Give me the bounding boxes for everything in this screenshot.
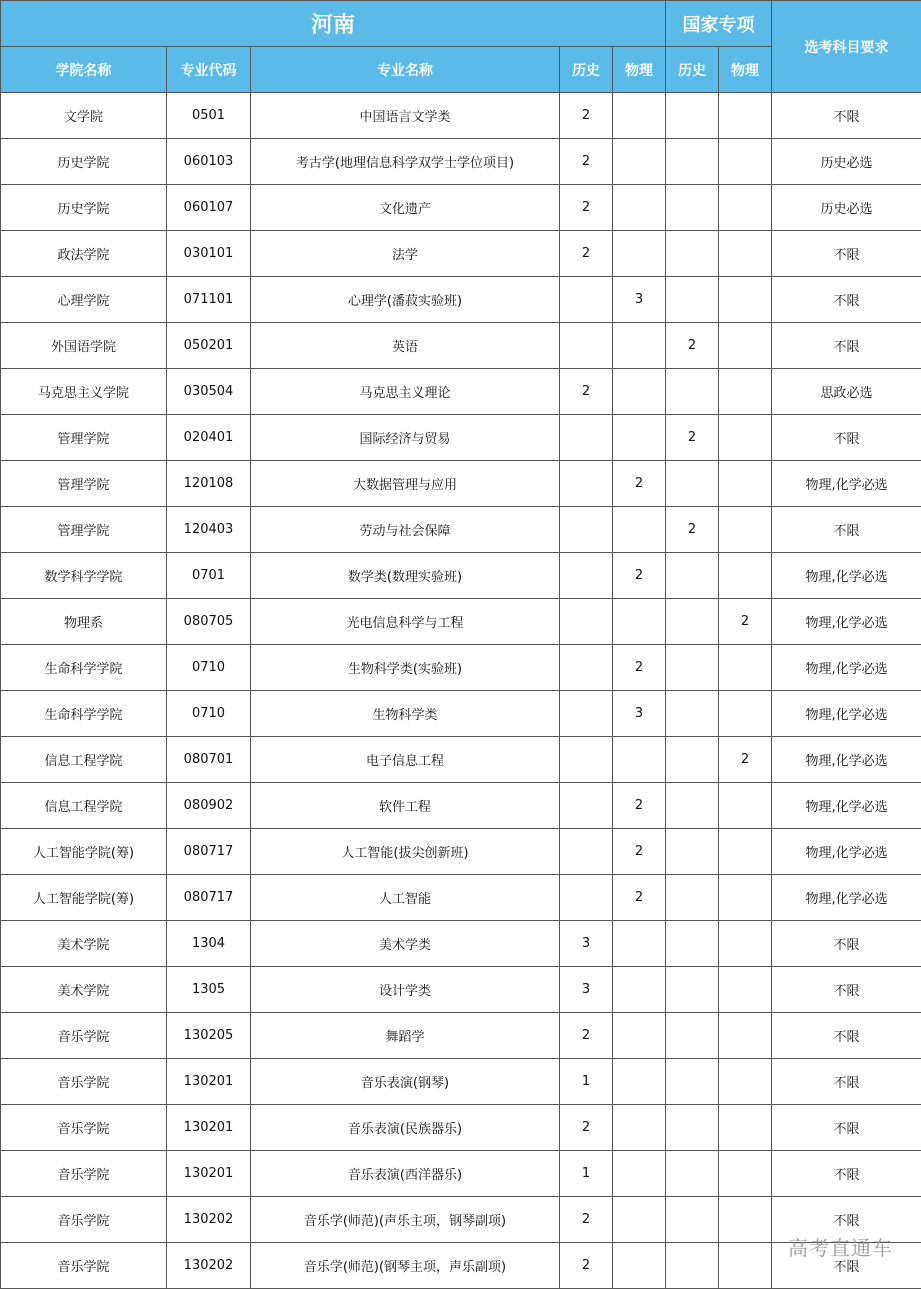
major-cell: 音乐学(师范)(声乐主项，钢琴副项)	[251, 1197, 560, 1243]
special-history-count-cell	[666, 277, 719, 323]
history-count-cell: 2	[560, 139, 613, 185]
physics-count-cell: 2	[613, 461, 666, 507]
code-cell: 080902	[167, 783, 251, 829]
major-cell: 设计学类	[251, 967, 560, 1013]
special-history-count-cell	[666, 645, 719, 691]
history-count-cell	[560, 737, 613, 783]
physics-count-cell	[613, 599, 666, 645]
special-physics-count-cell	[719, 691, 772, 737]
physics-count-cell	[613, 1151, 666, 1197]
code-cell: 1304	[167, 921, 251, 967]
physics-count-cell	[613, 231, 666, 277]
history-count-cell	[560, 599, 613, 645]
physics-count-cell	[613, 737, 666, 783]
code-cell: 0710	[167, 645, 251, 691]
college-cell: 美术学院	[1, 967, 167, 1013]
special-physics-count-cell	[719, 185, 772, 231]
major-cell: 软件工程	[251, 783, 560, 829]
history-count-cell	[560, 645, 613, 691]
special-physics-count-cell	[719, 1151, 772, 1197]
requirement-cell: 不限	[772, 231, 921, 277]
major-cell: 马克思主义理论	[251, 369, 560, 415]
code-cell: 020401	[167, 415, 251, 461]
special-physics-count-cell	[719, 231, 772, 277]
requirement-cell: 不限	[772, 1013, 921, 1059]
history-column-header: 历史	[560, 47, 613, 93]
requirement-cell: 不限	[772, 1243, 921, 1289]
special-physics-count-cell	[719, 461, 772, 507]
table-row	[1, 553, 921, 599]
special-physics-count-cell	[719, 507, 772, 553]
requirement-cell: 物理,化学必选	[772, 783, 921, 829]
physics-count-cell: 2	[613, 783, 666, 829]
special-history-count-cell	[666, 1243, 719, 1289]
special-history-count-cell	[666, 461, 719, 507]
special-physics-count-cell	[719, 1243, 772, 1289]
major-cell: 法学	[251, 231, 560, 277]
special-physics-count-cell	[719, 967, 772, 1013]
special-history-count-cell	[666, 599, 719, 645]
requirement-cell: 物理,化学必选	[772, 599, 921, 645]
special-history-count-cell	[666, 139, 719, 185]
college-cell: 管理学院	[1, 415, 167, 461]
code-cell: 0501	[167, 93, 251, 139]
college-cell: 心理学院	[1, 277, 167, 323]
special-physics-count-cell	[719, 277, 772, 323]
physics-count-cell	[613, 967, 666, 1013]
major-cell: 音乐学(师范)(钢琴主项，声乐副项)	[251, 1243, 560, 1289]
special-physics-count-cell	[719, 875, 772, 921]
history-count-cell: 2	[560, 369, 613, 415]
major-cell: 人工智能	[251, 875, 560, 921]
code-cell: 030101	[167, 231, 251, 277]
requirement-cell: 思政必选	[772, 369, 921, 415]
history-count-cell	[560, 829, 613, 875]
code-cell: 060103	[167, 139, 251, 185]
special-physics-count-cell: 2	[719, 737, 772, 783]
code-cell: 071101	[167, 277, 251, 323]
code-cell: 130202	[167, 1243, 251, 1289]
code-cell: 080717	[167, 829, 251, 875]
physics-count-cell	[613, 139, 666, 185]
special-history-column-header: 历史	[666, 47, 719, 93]
college-cell: 政法学院	[1, 231, 167, 277]
major-cell: 大数据管理与应用	[251, 461, 560, 507]
special-physics-count-cell	[719, 323, 772, 369]
code-cell: 120403	[167, 507, 251, 553]
special-history-count-cell	[666, 369, 719, 415]
requirement-cell: 历史必选	[772, 185, 921, 231]
history-count-cell: 2	[560, 93, 613, 139]
special-physics-count-cell	[719, 1197, 772, 1243]
special-history-count-cell	[666, 691, 719, 737]
table-row	[1, 323, 921, 369]
history-count-cell: 1	[560, 1059, 613, 1105]
physics-count-cell	[613, 369, 666, 415]
special-history-count-cell	[666, 1013, 719, 1059]
physics-count-cell	[613, 1197, 666, 1243]
requirement-cell: 不限	[772, 1197, 921, 1243]
special-history-count-cell: 2	[666, 507, 719, 553]
major-cell: 劳动与社会保障	[251, 507, 560, 553]
physics-count-cell: 2	[613, 553, 666, 599]
table-row	[1, 277, 921, 323]
college-column-header: 学院名称	[1, 47, 167, 93]
table-row	[1, 231, 921, 277]
code-cell: 050201	[167, 323, 251, 369]
table-row	[1, 783, 921, 829]
history-count-cell: 2	[560, 231, 613, 277]
history-count-cell	[560, 277, 613, 323]
special-physics-count-cell	[719, 93, 772, 139]
code-cell: 0701	[167, 553, 251, 599]
history-count-cell	[560, 461, 613, 507]
college-cell: 外国语学院	[1, 323, 167, 369]
major-cell: 音乐表演(民族器乐)	[251, 1105, 560, 1151]
table-body	[1, 93, 921, 1289]
college-cell: 文学院	[1, 93, 167, 139]
college-cell: 人工智能学院(筹)	[1, 829, 167, 875]
special-history-count-cell	[666, 553, 719, 599]
physics-count-cell	[613, 1243, 666, 1289]
code-cell: 130205	[167, 1013, 251, 1059]
special-history-count-cell	[666, 1151, 719, 1197]
physics-count-cell	[613, 921, 666, 967]
major-cell: 音乐表演(钢琴)	[251, 1059, 560, 1105]
code-cell: 130201	[167, 1151, 251, 1197]
college-cell: 管理学院	[1, 461, 167, 507]
requirement-cell: 不限	[772, 921, 921, 967]
physics-count-cell	[613, 415, 666, 461]
table-row	[1, 1013, 921, 1059]
major-cell: 音乐表演(西洋器乐)	[251, 1151, 560, 1197]
special-physics-count-cell	[719, 1013, 772, 1059]
table-row	[1, 1243, 921, 1289]
physics-count-cell	[613, 93, 666, 139]
code-cell: 080705	[167, 599, 251, 645]
requirement-cell: 不限	[772, 323, 921, 369]
special-history-count-cell	[666, 737, 719, 783]
code-cell: 120108	[167, 461, 251, 507]
physics-count-cell	[613, 323, 666, 369]
physics-count-cell	[613, 1013, 666, 1059]
major-cell: 考古学(地理信息科学双学士学位项目)	[251, 139, 560, 185]
history-count-cell: 1	[560, 1151, 613, 1197]
history-count-cell	[560, 875, 613, 921]
special-physics-count-cell	[719, 139, 772, 185]
special-history-count-cell	[666, 829, 719, 875]
requirement-cell: 不限	[772, 507, 921, 553]
college-cell: 音乐学院	[1, 1243, 167, 1289]
major-cell: 生物科学类(实验班)	[251, 645, 560, 691]
special-history-count-cell	[666, 921, 719, 967]
code-column-header: 专业代码	[167, 47, 251, 93]
college-cell: 音乐学院	[1, 1151, 167, 1197]
college-cell: 人工智能学院(筹)	[1, 875, 167, 921]
college-cell: 音乐学院	[1, 1197, 167, 1243]
physics-count-cell	[613, 185, 666, 231]
special-history-count-cell	[666, 967, 719, 1013]
college-cell: 生命科学学院	[1, 645, 167, 691]
major-cell: 光电信息科学与工程	[251, 599, 560, 645]
code-cell: 080717	[167, 875, 251, 921]
special-history-count-cell: 2	[666, 323, 719, 369]
table-row	[1, 1059, 921, 1105]
table-row	[1, 737, 921, 783]
physics-count-cell: 2	[613, 875, 666, 921]
college-cell: 历史学院	[1, 139, 167, 185]
table-row	[1, 507, 921, 553]
requirement-cell: 不限	[772, 967, 921, 1013]
special-physics-count-cell	[719, 645, 772, 691]
history-count-cell	[560, 415, 613, 461]
major-cell: 人工智能(拔尖创新班)	[251, 829, 560, 875]
table-row	[1, 599, 921, 645]
history-count-cell	[560, 553, 613, 599]
code-cell: 0710	[167, 691, 251, 737]
table-row	[1, 691, 921, 737]
special-history-count-cell	[666, 231, 719, 277]
table-row	[1, 1105, 921, 1151]
requirement-cell: 不限	[772, 1059, 921, 1105]
major-cell: 生物科学类	[251, 691, 560, 737]
special-physics-column-header: 物理	[719, 47, 772, 93]
requirement-cell: 不限	[772, 1151, 921, 1197]
requirement-cell: 物理,化学必选	[772, 553, 921, 599]
history-count-cell: 2	[560, 1105, 613, 1151]
special-history-count-cell	[666, 1059, 719, 1105]
college-cell: 数学科学学院	[1, 553, 167, 599]
physics-count-cell	[613, 1105, 666, 1151]
special-history-count-cell	[666, 1197, 719, 1243]
major-cell: 中国语言文学类	[251, 93, 560, 139]
requirement-cell: 物理,化学必选	[772, 645, 921, 691]
history-count-cell: 2	[560, 1243, 613, 1289]
college-cell: 美术学院	[1, 921, 167, 967]
requirement-cell: 物理,化学必选	[772, 737, 921, 783]
history-count-cell: 2	[560, 1013, 613, 1059]
college-cell: 生命科学学院	[1, 691, 167, 737]
requirement-cell: 不限	[772, 415, 921, 461]
special-physics-count-cell	[719, 1059, 772, 1105]
history-count-cell: 2	[560, 185, 613, 231]
history-count-cell: 2	[560, 1197, 613, 1243]
special-history-count-cell	[666, 783, 719, 829]
major-cell: 心理学(潘菽实验班)	[251, 277, 560, 323]
table-row	[1, 185, 921, 231]
table-row	[1, 967, 921, 1013]
physics-count-cell	[613, 507, 666, 553]
table-row	[1, 829, 921, 875]
special-physics-count-cell	[719, 553, 772, 599]
college-cell: 信息工程学院	[1, 737, 167, 783]
requirement-cell: 物理,化学必选	[772, 875, 921, 921]
history-count-cell: 3	[560, 921, 613, 967]
special-program-header: 国家专项	[666, 1, 772, 47]
major-cell: 国际经济与贸易	[251, 415, 560, 461]
special-physics-count-cell	[719, 921, 772, 967]
region-header: 河南	[1, 1, 666, 47]
code-cell: 030504	[167, 369, 251, 415]
major-cell: 舞蹈学	[251, 1013, 560, 1059]
major-column-header: 专业名称	[251, 47, 560, 93]
history-count-cell	[560, 691, 613, 737]
physics-count-cell	[613, 1059, 666, 1105]
major-cell: 数学类(数理实验班)	[251, 553, 560, 599]
table-row	[1, 461, 921, 507]
college-cell: 管理学院	[1, 507, 167, 553]
major-cell: 美术学类	[251, 921, 560, 967]
requirement-cell: 历史必选	[772, 139, 921, 185]
special-physics-count-cell	[719, 783, 772, 829]
code-cell: 060107	[167, 185, 251, 231]
requirement-cell: 物理,化学必选	[772, 461, 921, 507]
major-cell: 电子信息工程	[251, 737, 560, 783]
code-cell: 080701	[167, 737, 251, 783]
code-cell: 130201	[167, 1059, 251, 1105]
table-row	[1, 875, 921, 921]
major-cell: 英语	[251, 323, 560, 369]
table-row	[1, 93, 921, 139]
requirement-cell: 不限	[772, 277, 921, 323]
special-physics-count-cell	[719, 829, 772, 875]
physics-count-cell: 2	[613, 829, 666, 875]
college-cell: 音乐学院	[1, 1013, 167, 1059]
table-row	[1, 369, 921, 415]
college-cell: 信息工程学院	[1, 783, 167, 829]
college-cell: 物理系	[1, 599, 167, 645]
table-row	[1, 921, 921, 967]
history-count-cell	[560, 323, 613, 369]
requirement-cell: 不限	[772, 1105, 921, 1151]
special-physics-count-cell: 2	[719, 599, 772, 645]
table-row	[1, 1197, 921, 1243]
requirement-header: 选考科目要求	[772, 1, 921, 93]
special-history-count-cell	[666, 875, 719, 921]
physics-column-header: 物理	[613, 47, 666, 93]
code-cell: 130201	[167, 1105, 251, 1151]
physics-count-cell: 3	[613, 691, 666, 737]
physics-count-cell: 3	[613, 277, 666, 323]
code-cell: 1305	[167, 967, 251, 1013]
watermark: 高考直通车	[788, 1236, 893, 1260]
special-history-count-cell	[666, 185, 719, 231]
special-history-count-cell	[666, 1105, 719, 1151]
requirement-cell: 不限	[772, 93, 921, 139]
college-cell: 音乐学院	[1, 1105, 167, 1151]
requirement-cell: 物理,化学必选	[772, 829, 921, 875]
table-row	[1, 415, 921, 461]
special-history-count-cell: 2	[666, 415, 719, 461]
history-count-cell	[560, 507, 613, 553]
code-cell: 130202	[167, 1197, 251, 1243]
history-count-cell	[560, 783, 613, 829]
college-cell: 音乐学院	[1, 1059, 167, 1105]
major-cell: 文化遗产	[251, 185, 560, 231]
special-history-count-cell	[666, 93, 719, 139]
special-physics-count-cell	[719, 369, 772, 415]
table-row	[1, 1151, 921, 1197]
college-cell: 马克思主义学院	[1, 369, 167, 415]
special-physics-count-cell	[719, 415, 772, 461]
table-row	[1, 139, 921, 185]
special-physics-count-cell	[719, 1105, 772, 1151]
requirement-cell: 物理,化学必选	[772, 691, 921, 737]
history-count-cell: 3	[560, 967, 613, 1013]
physics-count-cell: 2	[613, 645, 666, 691]
table-row	[1, 645, 921, 691]
college-cell: 历史学院	[1, 185, 167, 231]
